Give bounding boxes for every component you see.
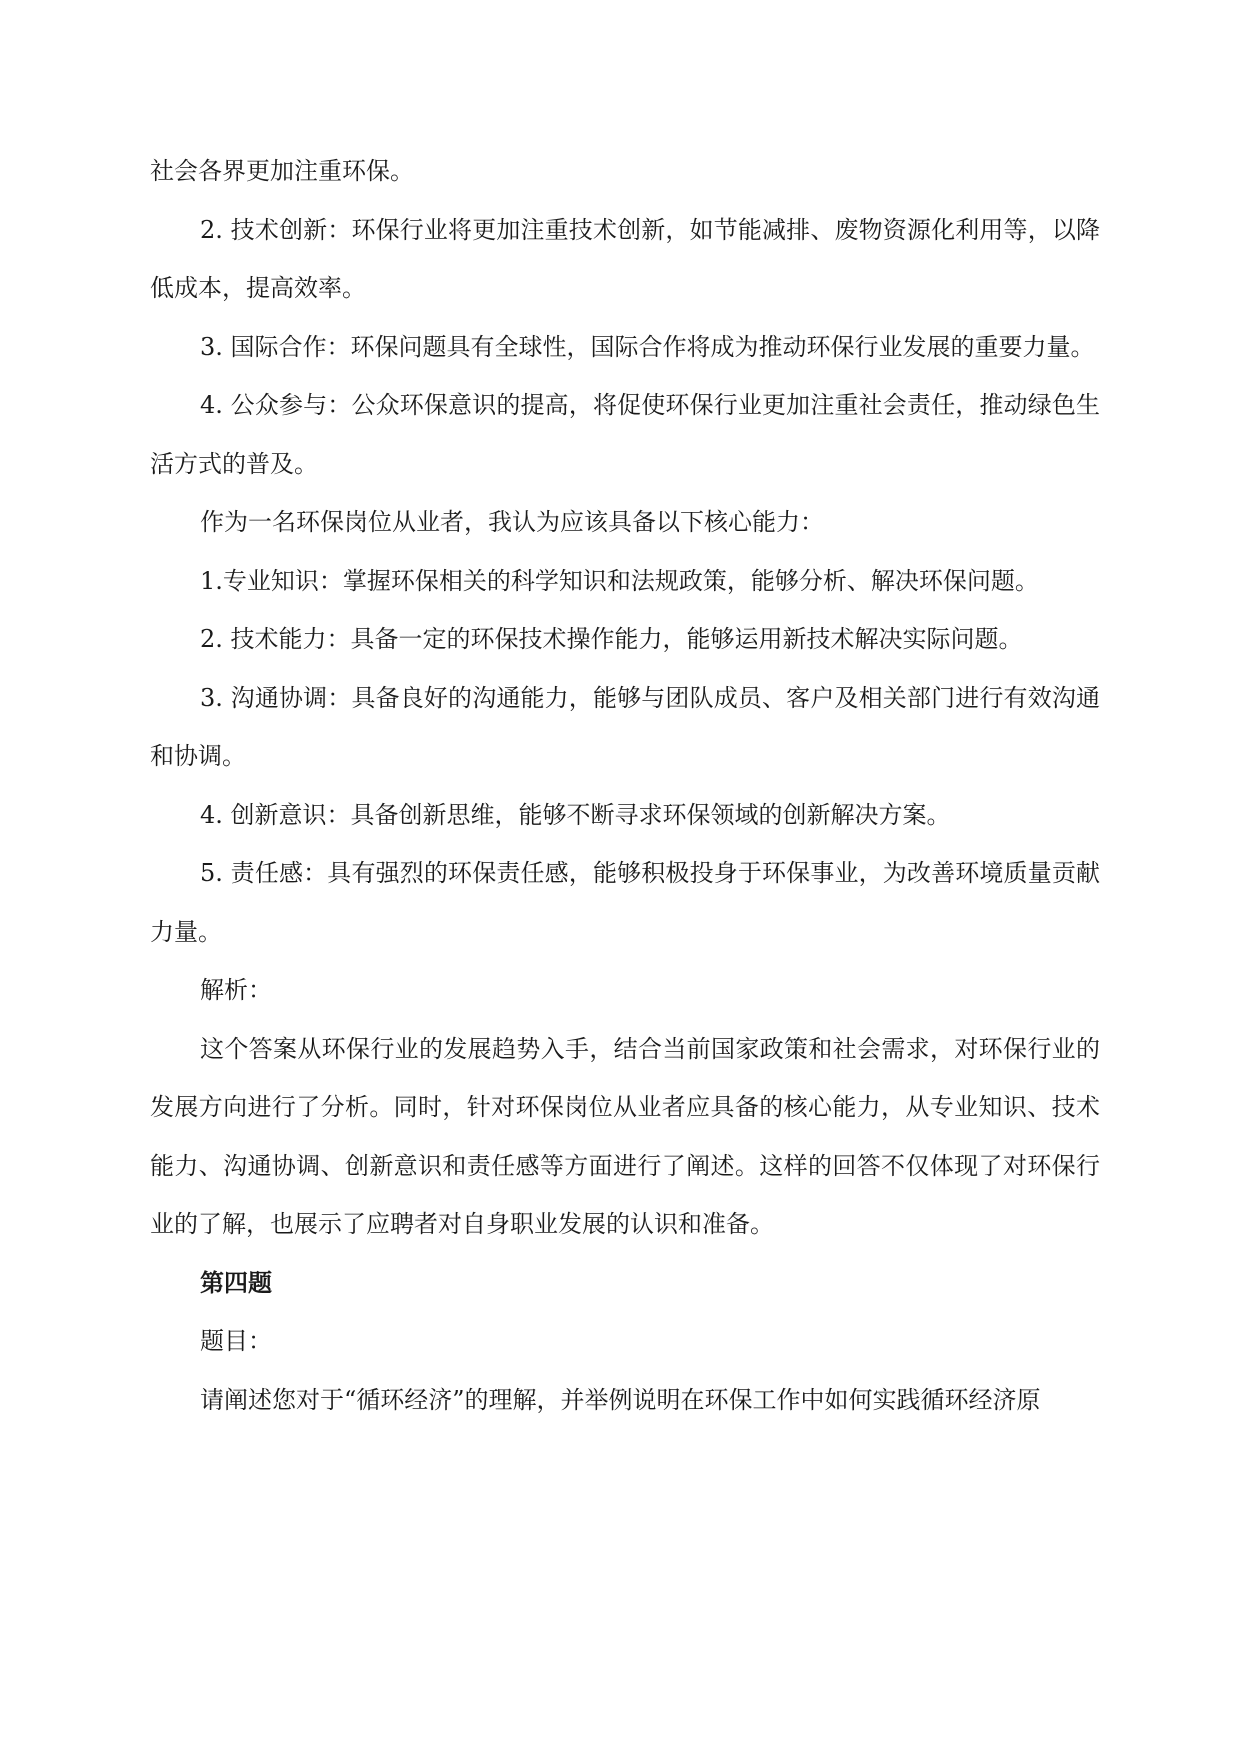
- ability-item-3: 3. 沟通协调：具备良好的沟通能力，能够与团队成员、客户及相关部门进行有效沟通和协调。: [150, 683, 1100, 770]
- question-text: 请阐述您对于“循环经济”的理解，并举例说明在环保工作中如何实践循环经济原: [200, 1385, 1041, 1414]
- ability-item-5: 5. 责任感：具有强烈的环保责任感，能够积极投身于环保事业，为改善环境质量贡献力量。: [150, 859, 1100, 946]
- ability-item-4: 4. 创新意识：具备创新思维，能够不断寻求环保领域的创新解决方案。: [200, 800, 951, 829]
- paragraph-continuation: 社会各界更加注重环保。: [150, 157, 414, 185]
- trend-item-2: 2. 技术创新：环保行业将更加注重技术创新，如节能减排、废物资源化利用等，以降低成本，提高效率。: [150, 215, 1100, 302]
- ability-item-1: 1.专业知识：掌握环保相关的科学知识和法规政策，能够分析、解决环保问题。: [200, 566, 1039, 595]
- trend-item-3: 3. 国际合作：环保问题具有全球性，国际合作将成为推动环保行业发展的重要力量。: [200, 332, 1095, 361]
- question-label: 题目：: [200, 1327, 272, 1355]
- abilities-intro: 作为一名环保岗位从业者，我认为应该具备以下核心能力：: [200, 508, 824, 536]
- analysis-label: 解析：: [200, 976, 272, 1004]
- document-body: [150, 142, 1100, 1429]
- analysis-paragraph: 这个答案从环保行业的发展趋势入手，结合当前国家政策和社会需求，对环保行业的发展方向进行了分析。同时，针对环保岗位从业者应具备的核心能力，从专业知识、技术能力、沟通协调、创新意识和责任感等方面进行了阐述。这样的回答不仅体现了对环保行业的了解，也展示了应聘者对自身职业发展的认识和准备。: [150, 1034, 1100, 1238]
- section-heading: 第四题: [200, 1267, 272, 1297]
- ability-item-2: 2. 技术能力：具备一定的环保技术操作能力，能够运用新技术解决实际问题。: [200, 625, 1023, 653]
- trend-item-4: 4. 公众参与：公众环保意识的提高，将促使环保行业更加注重社会责任，推动绿色生活方式的普及。: [150, 391, 1100, 478]
